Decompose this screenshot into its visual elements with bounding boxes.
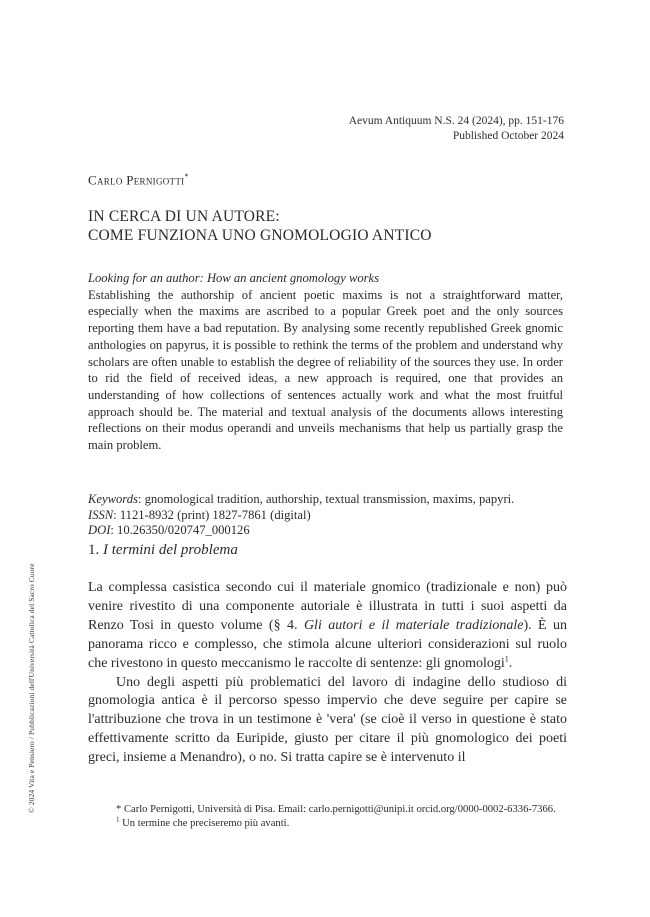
keywords-label: Keywords: [88, 492, 138, 506]
p1-text-a: La complessa casistica secondo cui il materiale gnomico (tradizionale e non) può venire rivestito di una componente autoriale è illustrata in tutti i suoi aspetti da Renzo Tosi in questo volume (§ 4.: [88, 580, 567, 633]
issn-label: ISSN: [88, 507, 114, 522]
publication-date: Published October 2024: [452, 130, 564, 142]
p1-italic-reference: Gli autori e il materiale tradizionale: [303, 617, 524, 633]
footnotes: [88, 803, 567, 832]
author-footnote-marker: *: [184, 172, 189, 181]
doi-label: DOI: [88, 523, 111, 537]
footnote-ref-1: 1: [504, 653, 509, 663]
doi-value: : 10.26350/020747_000126: [110, 523, 250, 537]
journal-header: [349, 114, 564, 144]
keywords-value: : gnomological tradition, authorship, textual transmission, maxims, papyri.: [137, 492, 515, 506]
footnote-1-number: 1: [116, 815, 120, 824]
author-first-name: Carlo: [88, 172, 123, 188]
footnote-author: * Carlo Pernigotti, Università di Pisa. Email: carlo.pernigotti@unipi.it orcid.org/0000-0002-6336-7366.: [116, 804, 556, 815]
paragraph-2: Uno degli aspetti più problematici del lavoro di indagine dello studioso di gnomologia antica è il percorso spesso impervio che deve seguire per capire se l'attribuzione che trova in un testimone è 'vera' (se cioè il verso in questione è stato effettivamente scritto da Euripide, giusto per citare il più gnomologico dei poeti greci, insieme a Menandro), o no. Si tratta capire se è intervenuto il: [88, 674, 567, 766]
author-last-name: Pernigotti: [126, 172, 185, 188]
footnote-1-text: Un termine che preciseremo più avanti.: [119, 818, 290, 830]
keywords-line: [88, 492, 568, 508]
article-title: [88, 207, 432, 245]
doi-line: [88, 523, 568, 539]
section-number: 1.: [88, 542, 100, 558]
body-text: [88, 579, 567, 768]
issn-line: [88, 508, 568, 524]
article-metadata: [88, 492, 568, 539]
issn-value: : 1121-8932 (print) 1827-7861 (digital): [113, 507, 311, 522]
section-title: I termini del problema: [103, 542, 238, 558]
side-copyright: © 2024 Vita e Pensiero / Pubblicazioni dell'Università Cattolica del Sacro Cuore: [27, 563, 36, 813]
p1-text-b: ). È un panorama ricco e complesso, che stimola alcune ulteriori considerazioni sul ruolo che rivestono in questo meccanismo le raccolte di sentenze: gli gnomologi: [88, 617, 567, 671]
p1-text-end: .: [508, 655, 513, 671]
title-line-2: COME FUNZIONA UNO GNOMOLOGIO ANTICO: [88, 227, 432, 244]
english-title: Looking for an author: How an ancient gnomology works: [88, 271, 380, 285]
footnote-1: [88, 817, 567, 831]
journal-citation: Aevum Antiquum N.S. 24 (2024), pp. 151-176: [348, 115, 564, 127]
title-line-1: IN CERCA DI UN AUTORE:: [88, 208, 280, 225]
paragraph-1: [88, 579, 567, 674]
author-name: [88, 172, 189, 188]
abstract-text: Establishing the authorship of ancient poetic maxims is not a straightforward matter, especially when the maxims are ascribed to a popular Greek poet and the only sources reporting them have a bad reputation. By analysing some recently republished Greek gnomic anthologies on papyrus, it is possible to rethink the terms of the problem and understand why scholars are often unable to establish the degree of reliability of the sources they use. In order to rid the field of received ideas, a new approach is required, one that provides an understanding of how collections of sentences actually work and what the most fruitful approach should be. The material and textual analysis of the documents allows interesting reflections on their modus operandi and unveils mechanisms that help us partially grasp the main problem.: [88, 287, 563, 453]
section-heading: [88, 542, 238, 559]
abstract: [88, 270, 563, 454]
